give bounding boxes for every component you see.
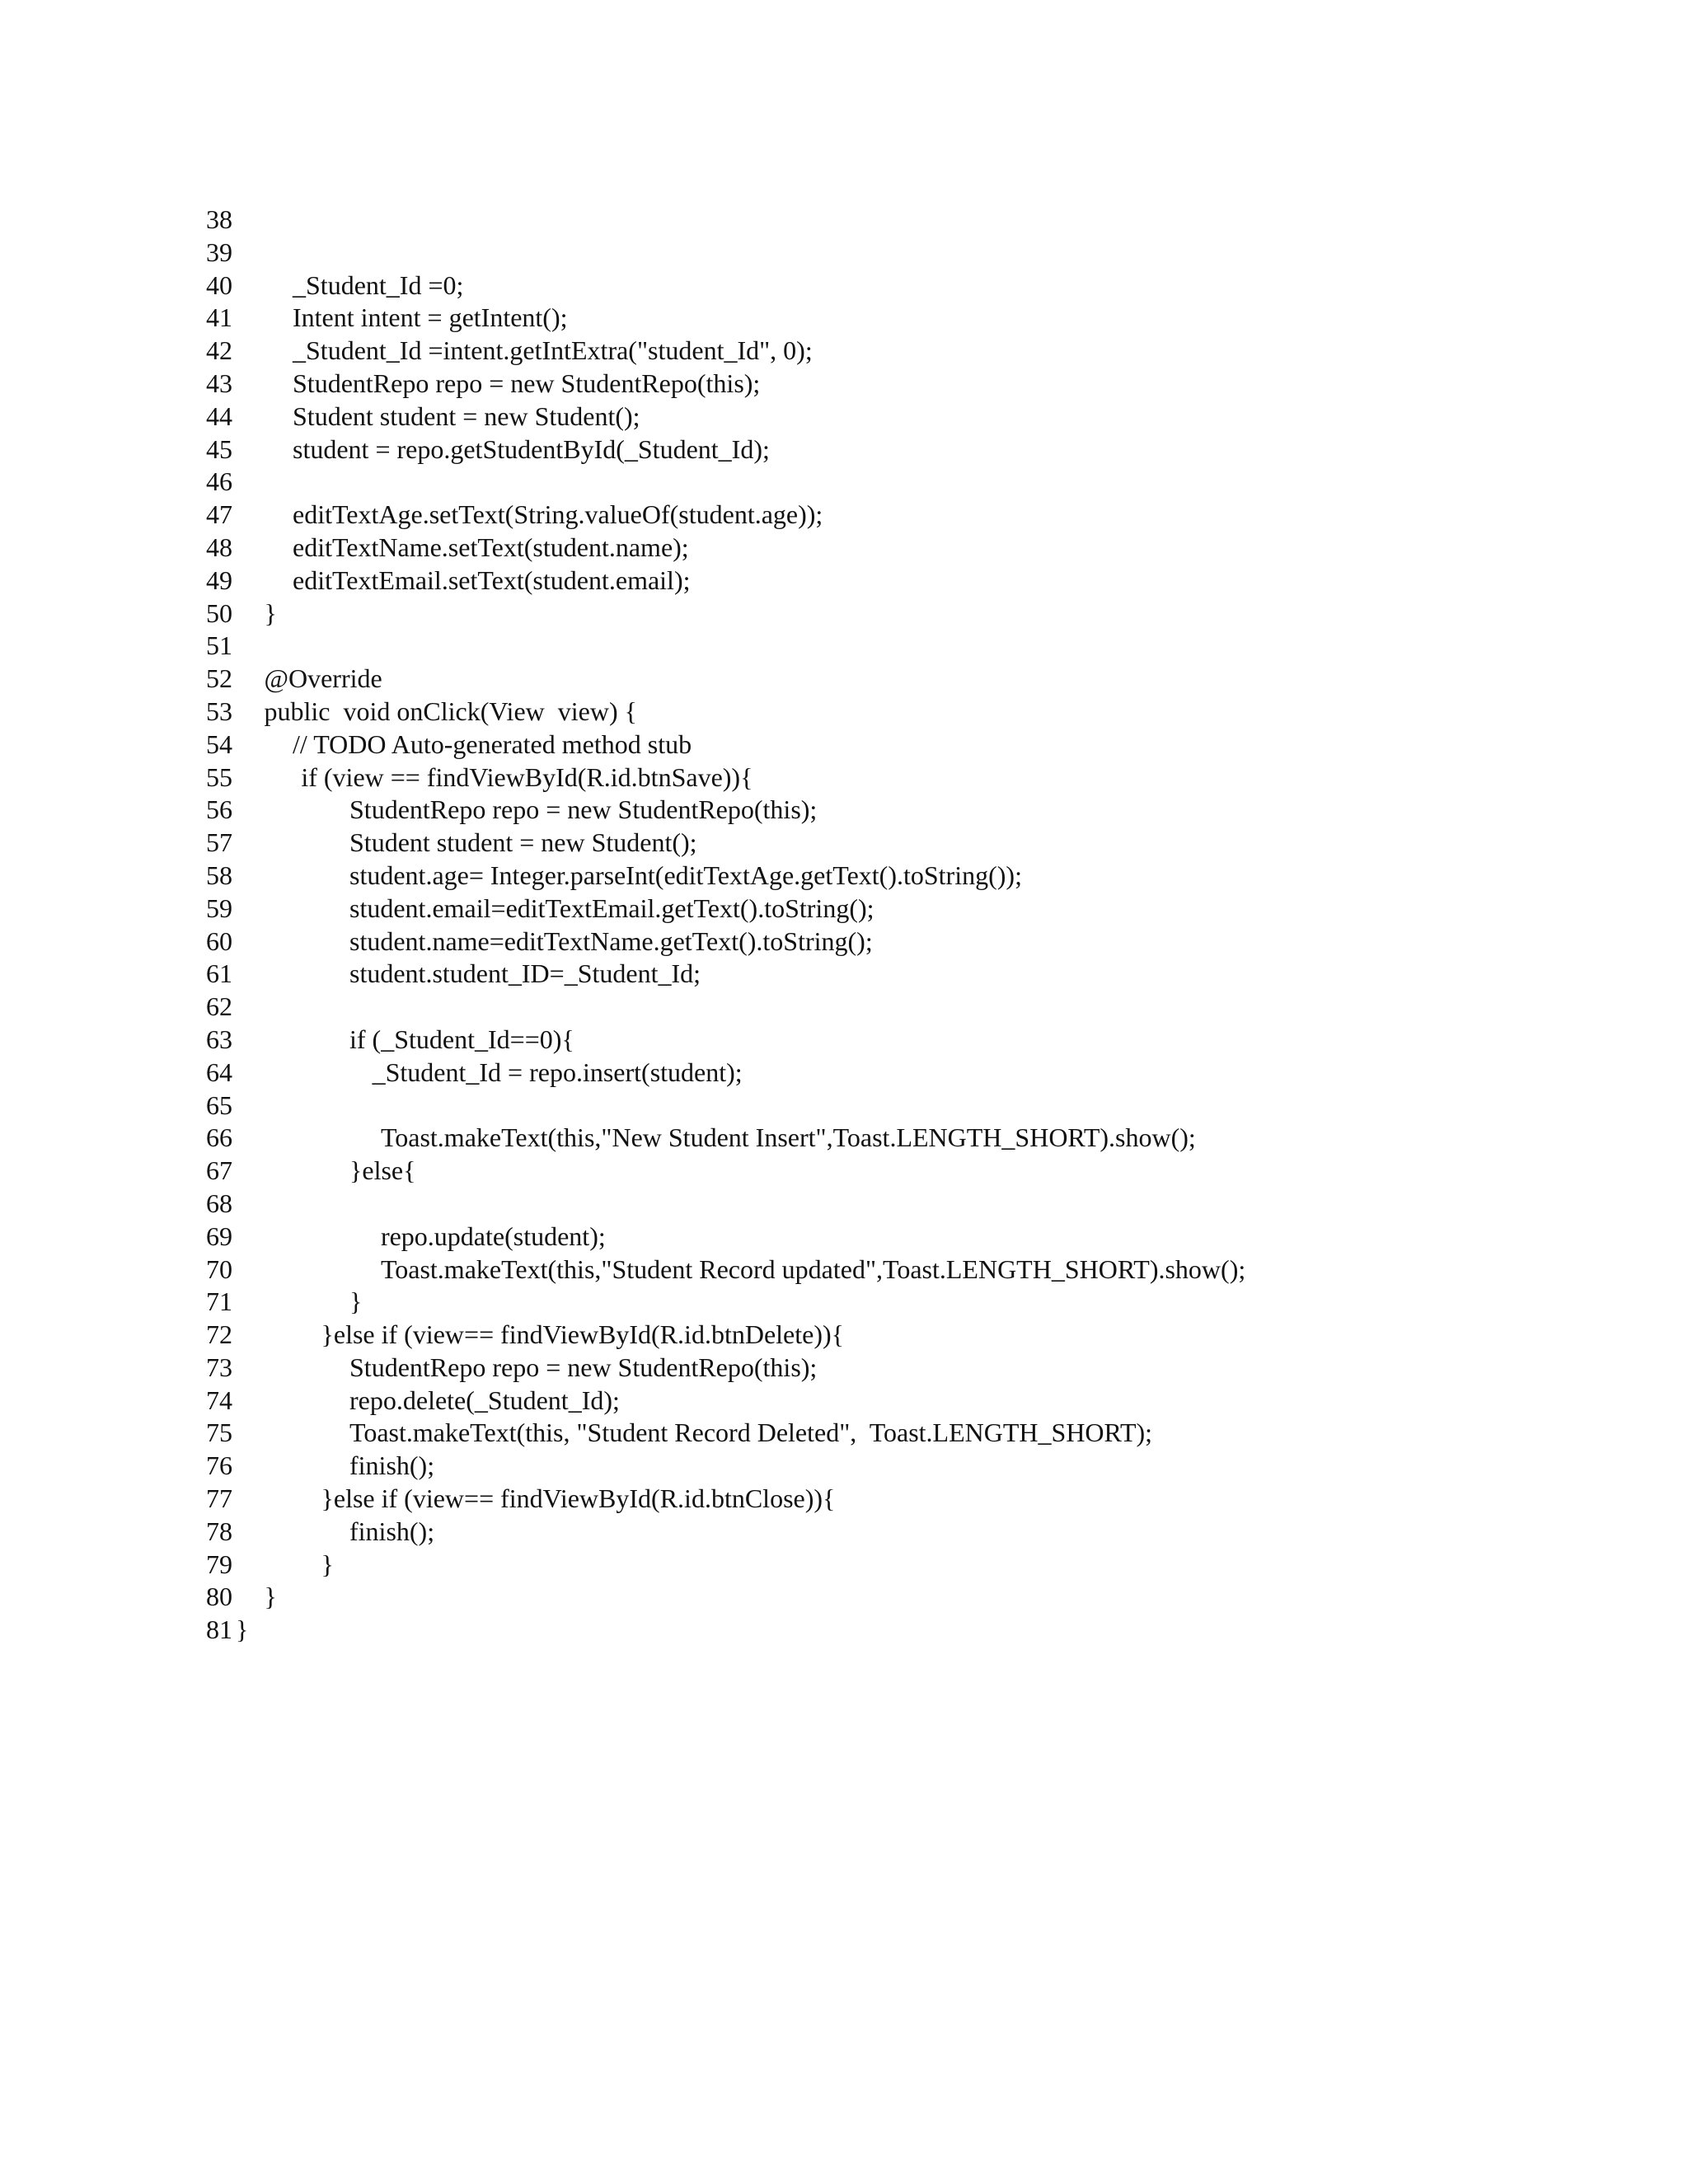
line-number: 74	[206, 1385, 232, 1415]
line-number: 45	[206, 434, 232, 464]
code-line-49	[196, 565, 691, 598]
code-line-78	[196, 1516, 435, 1549]
line-number: 59	[206, 893, 232, 923]
code-line-65	[196, 1090, 232, 1122]
code-line-48	[196, 532, 689, 565]
line-number: 38	[206, 204, 232, 234]
line-code: StudentRepo repo = new StudentRepo(this);	[293, 368, 761, 398]
line-code: // TODO Auto-generated method stub	[293, 729, 692, 759]
line-code: if (_Student_Id==0){	[349, 1024, 574, 1054]
code-line-77	[196, 1483, 836, 1516]
line-code: editTextEmail.setText(student.email);	[293, 565, 691, 595]
code-line-50	[196, 598, 277, 630]
line-number: 78	[206, 1516, 232, 1546]
code-line-64	[196, 1057, 743, 1090]
code-line-73	[196, 1352, 818, 1385]
line-number: 58	[206, 860, 232, 890]
code-line-43	[196, 368, 761, 401]
code-line-80	[196, 1581, 277, 1614]
line-code: public void onClick(View view) {	[264, 696, 637, 726]
line-number: 80	[206, 1582, 232, 1612]
code-line-79	[196, 1549, 334, 1582]
line-number: 70	[206, 1254, 232, 1284]
code-line-44	[196, 401, 640, 434]
line-number: 48	[206, 532, 232, 562]
code-line-70	[196, 1254, 1246, 1286]
code-line-51	[196, 630, 232, 663]
line-code: StudentRepo repo = new StudentRepo(this);	[349, 794, 818, 825]
line-code: student.age= Integer.parseInt(editTextAge.getText().toString());	[349, 860, 1022, 890]
line-number: 43	[206, 368, 232, 398]
line-code: editTextName.setText(student.name);	[293, 532, 689, 562]
code-line-41	[196, 302, 568, 335]
line-code: student.student_ID=_Student_Id;	[349, 958, 701, 989]
code-line-55	[196, 762, 753, 794]
line-number: 55	[206, 762, 232, 792]
code-line-61	[196, 958, 701, 991]
line-number: 47	[206, 499, 232, 530]
code-line-66	[196, 1122, 1196, 1155]
code-line-59	[196, 893, 874, 926]
line-code: }	[264, 1582, 277, 1612]
line-number: 60	[206, 926, 232, 956]
line-number: 49	[206, 565, 232, 595]
code-line-47	[196, 499, 823, 532]
line-code: student = repo.getStudentById(_Student_Id);	[293, 434, 770, 464]
code-line-56	[196, 794, 818, 827]
line-code: repo.update(student);	[380, 1221, 606, 1251]
line-code: Toast.makeText(this, "Student Record Deleted", Toast.LENGTH_SHORT);	[349, 1418, 1153, 1448]
line-number: 53	[206, 696, 232, 726]
line-code: if (view == findViewById(R.id.btnSave)){	[301, 762, 753, 792]
line-code: finish();	[349, 1451, 435, 1481]
line-code: }else if (view== findViewById(R.id.btnDelete)){	[321, 1319, 844, 1350]
code-line-62	[196, 991, 232, 1024]
code-line-40	[196, 269, 464, 302]
line-number: 56	[206, 794, 232, 825]
line-code: editTextAge.setText(String.valueOf(student.age));	[293, 499, 823, 530]
line-number: 81	[206, 1615, 232, 1645]
line-number: 39	[206, 237, 232, 267]
code-line-53	[196, 696, 637, 729]
line-number: 79	[206, 1549, 232, 1579]
line-number: 76	[206, 1451, 232, 1481]
code-line-69	[196, 1221, 606, 1254]
line-number: 63	[206, 1024, 232, 1054]
line-number: 50	[206, 598, 232, 628]
line-number: 54	[206, 729, 232, 759]
code-line-72	[196, 1319, 844, 1352]
line-code: Student student = new Student();	[293, 401, 640, 431]
line-code: Toast.makeText(this,"Student Record updated",Toast.LENGTH_SHORT).show();	[380, 1254, 1246, 1284]
line-code: }else{	[349, 1155, 416, 1186]
code-listing	[196, 204, 1246, 1647]
code-line-74	[196, 1385, 620, 1418]
code-line-68	[196, 1188, 232, 1221]
line-number: 62	[206, 991, 232, 1022]
line-number: 68	[206, 1188, 232, 1218]
line-number: 69	[206, 1221, 232, 1251]
code-line-45	[196, 434, 770, 466]
line-code: }	[264, 598, 277, 628]
line-code: }else if (view== findViewById(R.id.btnClose)){	[321, 1483, 836, 1514]
line-number: 65	[206, 1090, 232, 1120]
line-number: 44	[206, 401, 232, 431]
code-line-67	[196, 1155, 416, 1188]
line-code: student.email=editTextEmail.getText().toString();	[349, 893, 874, 923]
line-number: 42	[206, 335, 232, 366]
line-number: 51	[206, 630, 232, 661]
line-code: }	[321, 1549, 334, 1579]
line-number: 46	[206, 466, 232, 497]
code-line-42	[196, 335, 813, 368]
line-number: 67	[206, 1155, 232, 1186]
code-line-46	[196, 466, 232, 499]
code-line-58	[196, 860, 1022, 893]
line-code: _Student_Id =0;	[293, 269, 464, 300]
line-number: 71	[206, 1286, 232, 1317]
line-code: Student student = new Student();	[349, 827, 697, 858]
code-line-81	[196, 1614, 249, 1647]
code-line-52	[196, 663, 382, 696]
line-number: 64	[206, 1057, 232, 1087]
line-code: finish();	[349, 1516, 435, 1546]
line-number: 66	[206, 1122, 232, 1153]
line-code: repo.delete(_Student_Id);	[349, 1385, 620, 1415]
code-line-38	[196, 204, 232, 237]
line-code: StudentRepo repo = new StudentRepo(this);	[349, 1352, 818, 1382]
line-code: }	[349, 1286, 363, 1317]
line-code: _Student_Id =intent.getIntExtra("student_Id", 0);	[293, 335, 813, 366]
line-number: 72	[206, 1319, 232, 1350]
line-number: 77	[206, 1483, 232, 1514]
line-code: Toast.makeText(this,"New Student Insert",Toast.LENGTH_SHORT).show();	[380, 1122, 1196, 1153]
code-line-39	[196, 237, 232, 269]
line-number: 57	[206, 827, 232, 858]
code-line-60	[196, 926, 873, 958]
code-line-76	[196, 1450, 435, 1483]
line-code: student.name=editTextName.getText().toString();	[349, 926, 873, 956]
line-number: 40	[206, 269, 232, 300]
code-line-71	[196, 1286, 363, 1319]
line-code: }	[236, 1615, 249, 1645]
code-line-57	[196, 827, 697, 860]
line-number: 61	[206, 958, 232, 989]
line-number: 41	[206, 302, 232, 333]
line-number: 52	[206, 663, 232, 694]
line-code: @Override	[264, 663, 382, 694]
line-number: 73	[206, 1352, 232, 1382]
line-code: _Student_Id = repo.insert(student);	[372, 1057, 743, 1087]
code-line-54	[196, 729, 692, 762]
line-code: Intent intent = getIntent();	[293, 302, 568, 333]
code-line-75	[196, 1417, 1153, 1450]
code-line-63	[196, 1024, 574, 1057]
line-number: 75	[206, 1418, 232, 1448]
